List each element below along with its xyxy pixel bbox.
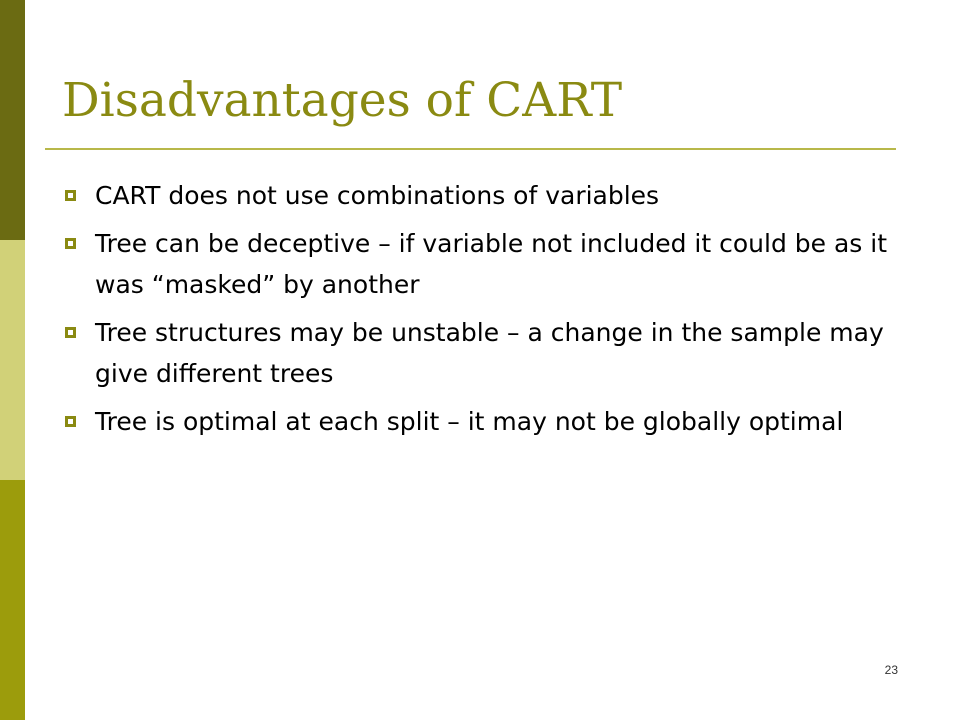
bullet-list xyxy=(62,175,892,449)
side-bar-middle xyxy=(0,240,25,480)
bullet-item xyxy=(62,401,892,442)
bullet-text: Tree is optimal at each split – it may not be globally optimal xyxy=(95,407,844,436)
title-underline xyxy=(45,148,896,150)
hollow-square-bullet-icon xyxy=(65,238,76,249)
side-bar-top xyxy=(0,0,25,240)
side-bar-bottom xyxy=(0,480,25,720)
bullet-text: Tree structures may be unstable – a change in the sample may give different trees xyxy=(95,318,884,388)
bullet-item xyxy=(62,175,892,216)
bullet-text: Tree can be deceptive – if variable not included it could be as it was “masked” by another xyxy=(95,229,888,299)
bullet-item xyxy=(62,223,892,305)
hollow-square-bullet-icon xyxy=(65,416,76,427)
slide-title: Disadvantages of CART xyxy=(62,73,623,128)
bullet-text: CART does not use combinations of variables xyxy=(95,181,660,210)
hollow-square-bullet-icon xyxy=(65,190,76,201)
bullet-item xyxy=(62,312,892,394)
page-number: 23 xyxy=(884,663,898,677)
hollow-square-bullet-icon xyxy=(65,327,76,338)
